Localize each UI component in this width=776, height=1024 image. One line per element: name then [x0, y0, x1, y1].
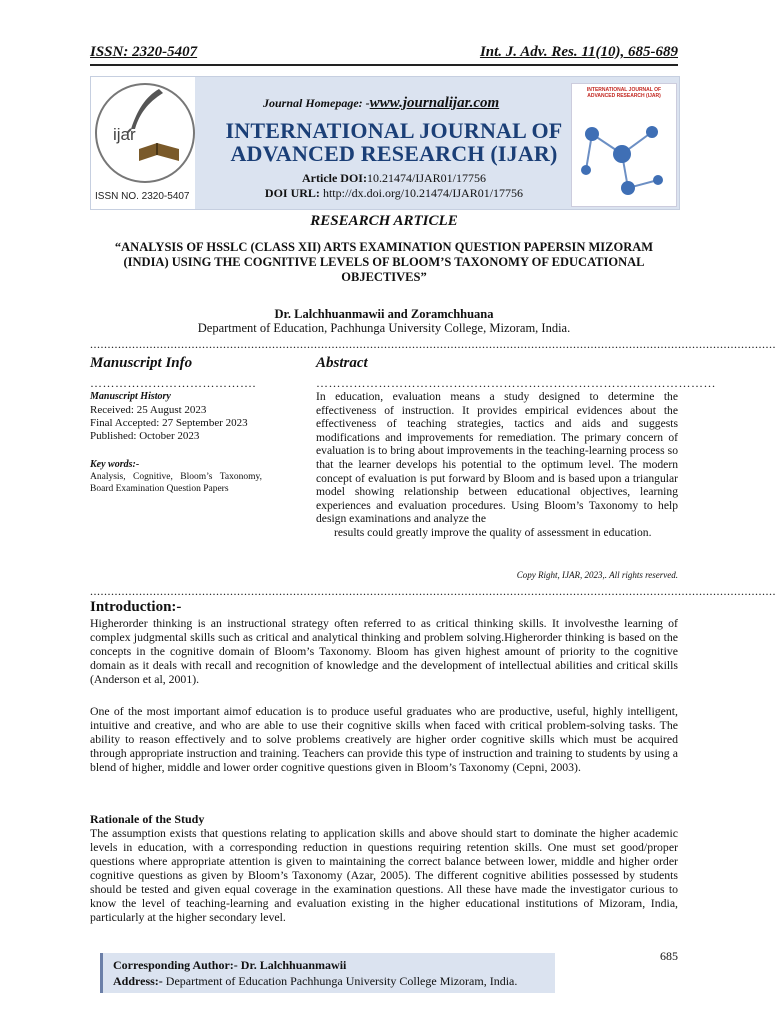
journal-reference: Int. J. Adv. Res. 11(10), 685-689: [479, 44, 678, 60]
dotted-rule: ....................................................................................................................................................................................................: [90, 337, 776, 351]
header-rule: [90, 64, 678, 66]
keywords-heading: Key words:-: [90, 459, 140, 470]
book-icon: [137, 135, 181, 165]
doi-url-link[interactable]: http://dx.doi.org/10.21474/IJAR01/17756: [322, 186, 524, 200]
journal-logo: [91, 77, 195, 209]
copyright: Copy Right, IJAR, 2023,. All rights reserved.: [516, 570, 678, 580]
journal-title: INTERNATIONAL JOURNAL OF ADVANCED RESEARCH (IJAR): [225, 118, 563, 166]
rationale-heading: Rationale of the Study: [90, 812, 205, 826]
journal-homepage: [263, 95, 499, 112]
logo-issn: ISSN NO. 2320-5407: [95, 191, 190, 202]
received-date: Received: 25 August 2023: [90, 404, 207, 416]
doi-block: [241, 171, 547, 201]
abstract-last-line: results could greatly improve the quality of assessment in education.: [334, 525, 652, 539]
corresponding-author-box: [100, 953, 555, 993]
doi-value: 10.21474/IJAR01/17756: [366, 171, 486, 185]
dotted-rule: ....................................................................................................................................................................................................: [90, 584, 776, 598]
manuscript-info-heading: Manuscript Info: [90, 355, 193, 371]
intro-paragraph-2: One of the most important aimof education is to produce useful graduates who are productive, useful, highly intelligent, intuitive and creative, and who are able to use their cognitive skills when faced with critical problem-solving tasks. The ability to reason effectively and to solve problems creatively are higher order cognitive skills which must be acquired through appropriate instruction and training. Teachers can provide this type of instruction and training to students by using a blend of higher, middle and lower order cognitive questions given in Bloom’s Taxonomy (Cepni, 2003).: [90, 704, 678, 774]
affiliation: Department of Education, Pachhunga University College, Mizoram, India.: [197, 321, 571, 335]
dotted-rule: ………………………………….: [90, 376, 256, 390]
accepted-date: Final Accepted: 27 September 2023: [90, 417, 248, 429]
intro-paragraph-1: Higherorder thinking is an instructional strategy often referred to as critical thinking skills. It involvesthe learning of complex judgmental skills such as critical and analytical thinking and problem solving.Higherorder thinking is based on the concepts in the cognitive domain of Bloom’s Taxonomy. Bloom has given highest amount of priority to the cognitive domain as it deals with recall and recognition of knowledge and the development of intellectual abilities and critical skills (Anderson et al, 2001).: [90, 616, 678, 686]
abstract-body: In education, evaluation means a study designed to determine the effectiveness of instruction. It provides empirical evidences about the effectiveness of teaching strategies, tactics and aids and suggests modifications and improvements for remediation. The primary concern of evaluation is to bring about improvements in the teaching-learning process so that the learner develops his potential to the optimum level. The modern concept of evaluation is put forward by Bloom and is based upon a triangular model showing relationship between educational objectives, learning experiences and evaluation procedures. Using Bloom’s Taxonomy to help design examinations and analyze the: [316, 390, 678, 526]
logo-text: ijar: [113, 125, 136, 144]
keywords: Analysis, Cognitive, Bloom’s Taxonomy, Board Examination Question Papers: [90, 472, 262, 494]
address-label: Address:-: [113, 974, 163, 988]
issn-header: ISSN: 2320-5407: [90, 44, 198, 60]
abstract-text: [316, 390, 678, 540]
cover-title: INTERNATIONAL JOURNAL OF ADVANCED RESEARCH (IJAR): [586, 87, 662, 99]
corr-name: Dr. Lalchhuanmawii: [240, 958, 347, 972]
abstract-heading: Abstract: [316, 355, 368, 371]
manuscript-history-heading: Manuscript History: [90, 391, 171, 402]
paper-title: “ANALYSIS OF HSSLC (CLASS XII) ARTS EXAMINATION QUESTION PAPERSIN MIZORAM (INDIA) USING THE COGNITIVE LEVELS OF BLOOM’S TAXONOMY OF EDUCATIONAL OBJECTIVES”: [114, 240, 654, 284]
published-date: Published: October 2023: [90, 430, 200, 442]
doi-label: Article DOI:: [302, 171, 367, 185]
doi-url-label: DOI URL:: [264, 186, 320, 200]
authors: Dr. Lalchhuanmawii and Zoramchhuana: [274, 307, 494, 321]
corr-label: Corresponding Author:-: [113, 958, 238, 972]
address-value: Department of Education Pachhunga University College Mizoram, India.: [165, 974, 518, 988]
corresponding-address: [113, 974, 517, 989]
journal-cover-image: [571, 83, 677, 207]
homepage-label: Journal Homepage: -: [263, 96, 370, 110]
introduction-heading: Introduction:-: [90, 599, 182, 615]
article-type: RESEARCH ARTICLE: [310, 213, 458, 229]
page-number: 685: [660, 949, 678, 963]
molecule-icon: [572, 104, 676, 204]
journal-banner: [90, 76, 680, 210]
rationale-paragraph: The assumption exists that questions relating to application skills and above should start to dominate the higher academic levels in education, with a corresponding reduction in questions requiring retention skills. One must set good/proper questions where appropriate attention is given to maintaining the correct balance between lower, middle and higher order cognitive questions as given by Bloom’s Taxonomy (Azar, 2005). The different cognitive abilities possessed by students should be tested and given equal coverage in the examination questions. All these have made the investigator curious to know the level of teaching-learning and evaluation existing in the higher educational institutions of Mizoram, India, particularly at the higher secondary level.: [90, 826, 678, 924]
corresponding-author: [113, 958, 346, 973]
homepage-link[interactable]: www.journalijar.com: [369, 95, 500, 111]
manuscript-dates: [90, 404, 248, 443]
dotted-rule: ……………………………………………………………………………………: [316, 376, 716, 390]
